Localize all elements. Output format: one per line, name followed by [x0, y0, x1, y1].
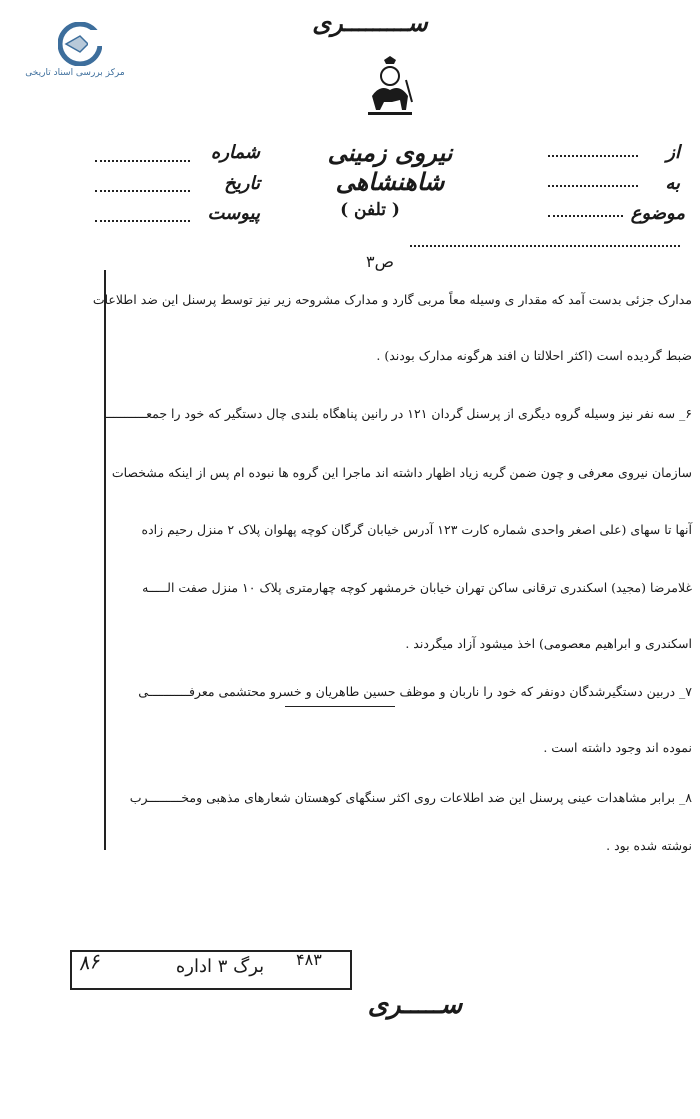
body-line-6: غلامرضا (مجید) اسکندری ترقانی ساکن تهران خیابان خرمشهر کوچه چهارمتری پلاک ۱۰ منزل صفت الـــــه — [142, 580, 692, 595]
subject-field-line — [548, 215, 623, 217]
body-line-2-text: ضبط گردیده است (اکثر احلالتا ن افند هرگونه مدارک بودند) . — [376, 348, 692, 363]
body-line-7 — [108, 636, 692, 651]
body-line-4: سازمان نیروی معرفی و چون ضمن گریه زیاد اظهار داشته اند ماجرا این گروه ها نبوده ام پس از اینکه مشخصات — [111, 465, 692, 480]
body-line-2 — [108, 348, 692, 363]
body-line-8: ۷_ دربین دستگیرشدگان دونفر که خود را ناربان و موظف حسین طاهریان و خسرو محتشمی معرفـــــــــــی — [138, 684, 692, 699]
phone-label: ( تلفن ) — [340, 200, 400, 220]
from-label: از — [666, 142, 680, 163]
number-field-line — [95, 160, 190, 162]
body-line-5: آنها تا سهای (علی اصغر واحدی شماره کارت ۱۲۳ آدرس خیابان گرگان کوچه پهلوان پلاک ۲ منزل رحیم زاده — [141, 522, 692, 537]
archive-logo-icon — [58, 22, 102, 66]
page-number: ص۳ — [366, 252, 394, 271]
date-label: تاریخ — [224, 173, 260, 194]
classification-bottom: ســـــری — [367, 990, 463, 1020]
lion-and-sun-emblem-icon — [362, 56, 418, 120]
body-line-9-text: نموده اند وجود داشته است . — [543, 740, 692, 755]
from-field-line — [548, 155, 638, 157]
body-line-7-text: اسکندری و ابراهیم معصومی) اخذ میشود آزاد میگردند . — [405, 636, 692, 651]
date-field-line — [95, 190, 190, 192]
organization-title: نیروی زمینی شاهنشاهی — [327, 138, 453, 196]
to-label: به — [665, 173, 680, 194]
body-line-3: ۶_ سه نفر نیز وسیله گروه دیگری از پرسنل گردان ۱۲۱ در رانین پناهگاه بلندی چال دستگیر که خود را جمعـــــــــــ — [105, 406, 692, 421]
archive-stamp-number: ۴۸۳ — [296, 950, 322, 969]
attachment-label: پیوست — [207, 203, 260, 224]
handwritten-mark: ۸۶ — [76, 948, 102, 976]
body-line-9 — [108, 740, 692, 755]
to-field-line — [548, 185, 638, 187]
subject-continuation-line — [410, 245, 680, 247]
body-line-11 — [108, 838, 692, 853]
left-margin-line — [104, 270, 106, 850]
body-line-10: ۸_ برابر مشاهدات عینی پرسنل این ضد اطلاعات روی اکثر سنگهای کوهستان شعارهای مذهبی ومخـــــــــرب — [129, 790, 692, 805]
logo-caption: مرکز بررسی اسناد تاریخی — [25, 68, 125, 78]
classification-top: ســـــــــری — [312, 8, 428, 37]
subject-label: موضوع — [630, 203, 685, 224]
body-line-11-text: نوشته شده بود . — [606, 838, 692, 853]
name-underline — [285, 706, 395, 707]
body-line-1: مدارک جزئی بدست آمد که مقدار ی وسیله معاً مربی گارد و مدارک مشروحه زیر نیز توسط پرسنل این ضد اطلاعات — [92, 292, 692, 307]
number-label: شماره — [210, 142, 260, 163]
archive-stamp-text: برگ ۳ اداره — [175, 956, 265, 977]
attachment-field-line — [95, 220, 190, 222]
